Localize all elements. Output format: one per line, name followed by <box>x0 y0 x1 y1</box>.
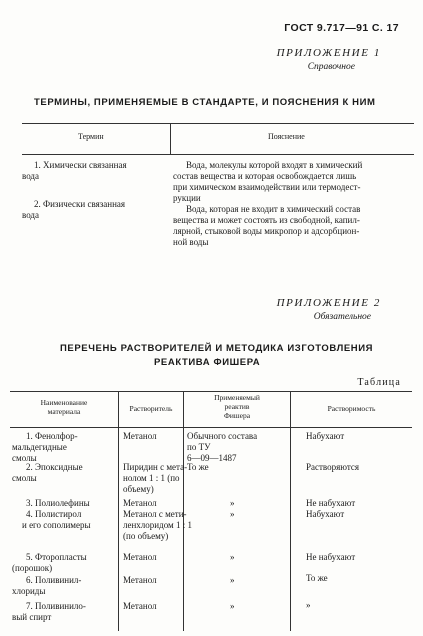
reagent-line: » <box>230 552 235 562</box>
page-header: ГОСТ 9.717—91 С. 17 <box>284 22 399 34</box>
table2-top-rule <box>10 391 412 392</box>
table1-header-rule <box>22 154 414 155</box>
appendix2-type: Обязательное <box>313 312 371 322</box>
expl-line: лярной, стыковой воды микропор и адсорбцион- <box>173 226 360 236</box>
term-line: вода <box>22 171 40 181</box>
col-material <box>10 398 118 416</box>
reagent-line: » <box>230 509 235 519</box>
appendix2-label: ПРИЛОЖЕНИЕ 2 <box>276 297 381 309</box>
material-line: смолы <box>12 473 37 483</box>
solvent: Метанол <box>123 498 157 508</box>
table1-col-term: Термин <box>78 132 104 141</box>
solvent-line: Метанол с мети- <box>123 509 187 519</box>
table1-top-rule <box>22 123 414 124</box>
appendix2-title-line-2: РЕАКТИВА ФИШЕРА <box>154 357 261 368</box>
col-solubility: Растворимость <box>327 404 376 413</box>
table2-header-rule <box>10 427 412 428</box>
reagent-line: То же <box>187 462 209 472</box>
material-line: хлориды <box>12 586 46 596</box>
solvent-line: объему) <box>123 484 154 494</box>
expl-line: вещества и может состоять из свободной, капил- <box>173 215 360 225</box>
reagent-line: Обычного состава <box>187 431 258 441</box>
term-line: 1. Химически связанная <box>34 160 127 170</box>
expl-line: Вода, молекулы которой входят в химический <box>186 160 363 170</box>
appendix2-title-line-1: ПЕРЕЧЕНЬ РАСТВОРИТЕЛЕЙ И МЕТОДИКА ИЗГОТОВЛЕНИЯ <box>60 343 374 354</box>
table1-col-divider <box>170 124 171 155</box>
expl-line: состав вещества и которая освобождается лишь <box>173 171 357 181</box>
table2-col-divider-1 <box>118 391 119 631</box>
solubility: Не набухают <box>306 552 356 562</box>
col-material-line: Наименование <box>40 398 88 407</box>
col-solvent: Растворитель <box>129 404 173 413</box>
reagent-line: » <box>230 575 235 585</box>
table2-col-divider-3 <box>290 391 291 631</box>
term-line: вода <box>22 210 40 220</box>
material-line: (порошок) <box>12 563 53 573</box>
solubility: То же <box>306 573 328 583</box>
material-line: смолы <box>12 453 37 463</box>
reagent-line: 6—09—1487 <box>187 453 237 463</box>
material-line: 5. Фторопласты <box>26 552 87 562</box>
solvent: Метанол <box>123 601 157 611</box>
material-line: мальдегидные <box>12 442 67 452</box>
material-line: 2. Эпоксидные <box>26 462 83 472</box>
solvent-line: нолом 1 : 1 (по <box>123 473 180 483</box>
material-line: 6. Поливинил- <box>26 575 82 585</box>
expl-line: ной воды <box>173 237 209 247</box>
solvent: Метанол <box>123 431 157 441</box>
material-line: вый спирт <box>12 612 52 622</box>
col-reagent-line: Фишера <box>223 411 251 420</box>
reagent-line: » <box>230 498 235 508</box>
solubility: Набухают <box>306 431 345 441</box>
solubility: » <box>306 600 311 610</box>
material-line: 4. Полистирол <box>26 509 82 519</box>
solubility: Не набухают <box>306 498 356 508</box>
material-line: 1. Фенолфор- <box>26 431 78 441</box>
reagent-line: по ТУ <box>187 442 211 452</box>
col-material-line: материала <box>47 407 81 416</box>
solvent: Метанол <box>123 552 157 562</box>
reagent-line: » <box>230 601 235 611</box>
table-label: Таблица <box>357 377 401 388</box>
col-reagent-line: реактив <box>224 402 250 411</box>
solvent: Метанол <box>123 575 157 585</box>
material-line: 3. Полиолефины <box>26 498 90 508</box>
expl-line: при химическом взаимодействии или термодест- <box>173 182 361 192</box>
appendix1-label: ПРИЛОЖЕНИЕ 1 <box>276 47 381 59</box>
appendix1-type: Справочное <box>307 62 355 72</box>
term-line: 2. Физически связанная <box>34 199 126 209</box>
col-reagent-line: Применяемый <box>214 393 260 402</box>
appendix1-title: ТЕРМИНЫ, ПРИМЕНЯЕМЫЕ В СТАНДАРТЕ, И ПОЯСНЕНИЯ К НИМ <box>34 97 376 108</box>
material-line: и его сополимеры <box>22 520 91 530</box>
expl-line: Вода, которая не входит в химический состав <box>186 204 361 214</box>
expl-line: рукции <box>173 193 201 203</box>
material-line: 7. Поливинило- <box>26 601 86 611</box>
table1-col-expl: Пояснение <box>268 132 305 141</box>
solubility: Растворяются <box>306 462 360 472</box>
solvent-line: ленхлоридом 1 : 1 <box>123 520 192 530</box>
solvent-line: (по объему) <box>123 531 169 541</box>
col-reagent <box>184 393 290 420</box>
solubility: Набухают <box>306 509 345 519</box>
solvent-line: Пиридин с мета- <box>123 462 188 472</box>
